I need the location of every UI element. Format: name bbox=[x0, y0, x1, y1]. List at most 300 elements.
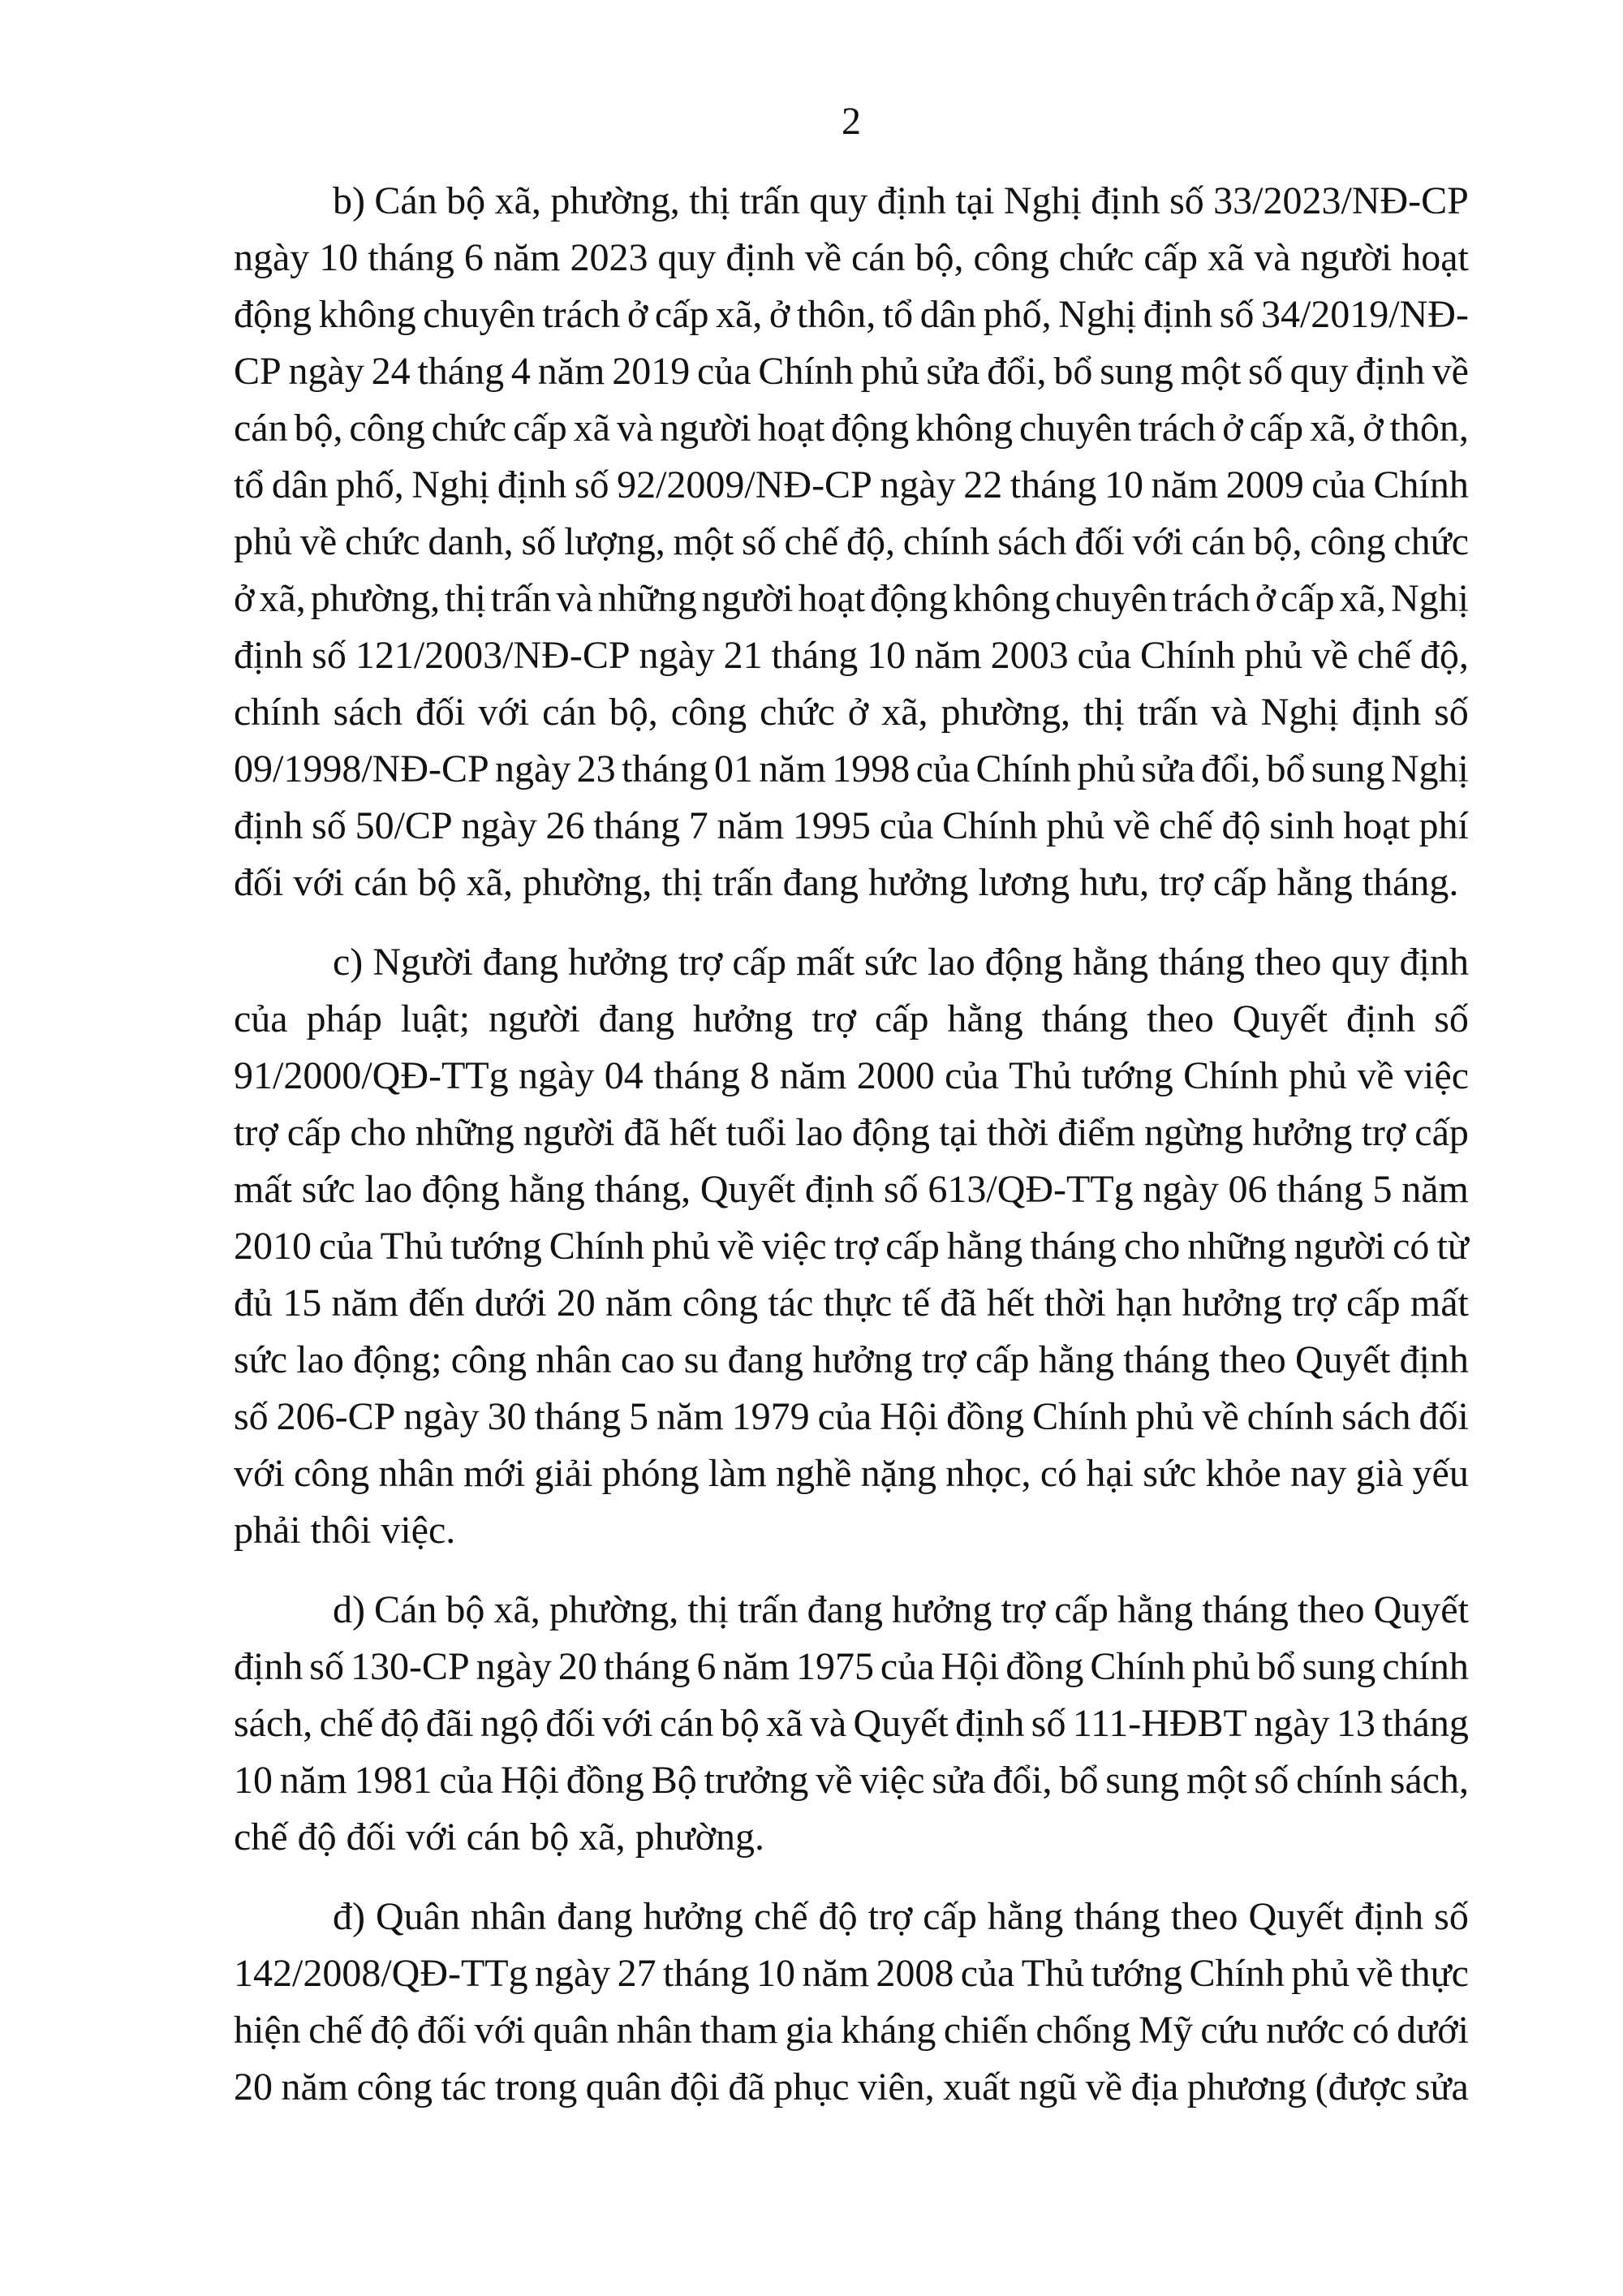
word: 6 bbox=[463, 236, 484, 279]
word: về bbox=[816, 1759, 853, 1802]
word: 130-CP bbox=[350, 1645, 470, 1688]
word: cán bbox=[234, 407, 288, 450]
word: số bbox=[1434, 1895, 1469, 1938]
word: bổ bbox=[1256, 1645, 1296, 1688]
word: tham bbox=[700, 2009, 778, 2052]
word: định bbox=[725, 236, 795, 279]
word: phủ bbox=[1291, 1952, 1350, 1995]
word: phóng bbox=[601, 1452, 700, 1495]
word: năm bbox=[779, 1054, 847, 1097]
word: Thủ bbox=[1009, 1054, 1072, 1097]
word: 24 bbox=[371, 350, 411, 393]
word: Quyết bbox=[1295, 1338, 1391, 1381]
word: sung bbox=[1302, 1645, 1376, 1688]
word: tháng bbox=[534, 1395, 622, 1438]
word: sách, bbox=[234, 1702, 313, 1745]
word: độ bbox=[1221, 804, 1261, 847]
word: xã, bbox=[881, 691, 928, 734]
word: trợ bbox=[1001, 1588, 1046, 1631]
word: hưởng bbox=[892, 1588, 992, 1631]
word: cán bbox=[659, 1702, 714, 1745]
word: số bbox=[574, 463, 609, 506]
word: sách bbox=[997, 520, 1067, 563]
word: không bbox=[915, 407, 1014, 450]
word: công bbox=[349, 407, 425, 450]
word: lao bbox=[296, 1338, 344, 1381]
word: số bbox=[1434, 997, 1469, 1040]
word: tháng bbox=[1030, 1225, 1117, 1268]
word: hết bbox=[986, 1282, 1035, 1325]
word: trợ bbox=[678, 941, 723, 984]
word: 2023 bbox=[570, 236, 648, 279]
word: về bbox=[804, 236, 842, 279]
word: hằng bbox=[946, 1225, 1023, 1268]
paragraph-dd bbox=[234, 1889, 1469, 2116]
word: động bbox=[421, 1168, 500, 1211]
word: 111-HĐBT bbox=[1072, 1702, 1247, 1745]
word: 8 bbox=[750, 1054, 770, 1097]
word: bộ, bbox=[294, 407, 343, 450]
word: định bbox=[1345, 997, 1416, 1040]
word: Nghị bbox=[1058, 293, 1137, 336]
word: và bbox=[809, 1702, 847, 1745]
word: yếu bbox=[1412, 1452, 1469, 1495]
word: độ, bbox=[846, 520, 895, 563]
word: độ bbox=[370, 2009, 410, 2052]
word: Quyết bbox=[1373, 1588, 1469, 1631]
word: sách bbox=[333, 691, 403, 734]
word: tháng bbox=[1202, 1588, 1289, 1631]
word: cho bbox=[1123, 1225, 1181, 1268]
text-line bbox=[234, 627, 1469, 684]
word: bổ bbox=[1059, 1759, 1099, 1802]
word: trưởng bbox=[704, 1759, 809, 1802]
word: xã bbox=[573, 407, 610, 450]
word: tháng bbox=[593, 804, 680, 847]
word: năm bbox=[279, 1759, 347, 1802]
word: cứu bbox=[1200, 2009, 1259, 2052]
word: hại bbox=[1086, 1452, 1134, 1495]
word: ngày bbox=[234, 236, 310, 279]
word: cấp bbox=[975, 1338, 1030, 1381]
word: động bbox=[831, 407, 910, 450]
word: sửa bbox=[1141, 747, 1195, 790]
word: hằng bbox=[987, 1895, 1064, 1938]
word: động bbox=[984, 941, 1063, 984]
word: công bbox=[682, 1282, 759, 1325]
word: luật; bbox=[400, 997, 471, 1040]
text-line: chế độ đối với cán bộ xã, phường. bbox=[234, 1816, 764, 1859]
word: ở bbox=[1363, 407, 1384, 450]
word: 34/2019/NĐ- bbox=[1260, 293, 1469, 336]
word: ngày bbox=[519, 1054, 595, 1097]
word: đang bbox=[557, 1895, 633, 1938]
word: đủ bbox=[234, 1282, 273, 1325]
text-line bbox=[234, 1445, 1469, 1502]
word: phủ bbox=[1288, 1054, 1347, 1097]
word: có bbox=[1393, 1225, 1430, 1268]
word: số bbox=[312, 634, 347, 677]
word: phố, bbox=[983, 293, 1052, 336]
word: tháng bbox=[603, 1645, 691, 1688]
word: trợ bbox=[812, 997, 856, 1040]
word: trợ bbox=[1361, 1111, 1406, 1154]
word: chính bbox=[1382, 1645, 1469, 1688]
text-line bbox=[234, 1389, 1469, 1445]
word: viên, bbox=[858, 2066, 935, 2109]
word: phủ bbox=[860, 350, 919, 393]
word: hết bbox=[669, 1111, 717, 1154]
text-line bbox=[234, 1889, 1469, 1945]
word: bổ bbox=[1266, 747, 1306, 790]
word: năm bbox=[331, 1282, 399, 1325]
word: hưởng bbox=[692, 997, 794, 1040]
word: tổ bbox=[882, 293, 914, 336]
word: đồng bbox=[946, 1395, 1025, 1438]
word: định bbox=[876, 179, 947, 222]
word: bổ bbox=[1053, 350, 1093, 393]
word: phường, bbox=[941, 691, 1070, 734]
text-line bbox=[234, 571, 1469, 627]
word: đối bbox=[1419, 1395, 1469, 1438]
word: trợ bbox=[867, 1895, 913, 1938]
text-line bbox=[234, 400, 1469, 457]
word: số bbox=[1434, 691, 1469, 734]
word: 1998 bbox=[832, 747, 911, 790]
text-line bbox=[234, 286, 1469, 343]
word: trấn bbox=[739, 179, 800, 222]
word: định bbox=[1355, 350, 1425, 393]
word: ngày bbox=[534, 1952, 611, 1995]
word: nhân bbox=[378, 1452, 454, 1495]
word: và bbox=[616, 407, 654, 450]
text-line bbox=[234, 457, 1469, 514]
word: và bbox=[556, 577, 593, 620]
word: về bbox=[299, 520, 338, 563]
word: 2008 bbox=[876, 1952, 954, 1995]
word: thực bbox=[1400, 1952, 1469, 1995]
word: tháng bbox=[653, 1054, 740, 1097]
word: sức bbox=[1143, 1452, 1197, 1495]
word: su bbox=[683, 1338, 719, 1381]
word: Chính bbox=[1189, 1952, 1285, 1995]
word: cấp bbox=[654, 293, 709, 336]
word: trợ bbox=[921, 1338, 966, 1381]
word: Quân bbox=[375, 1895, 460, 1938]
word: cán bbox=[1191, 520, 1246, 563]
word: của bbox=[960, 1952, 1015, 1995]
word: thực bbox=[823, 1282, 893, 1325]
text-line bbox=[234, 1048, 1469, 1105]
word: về bbox=[717, 1225, 755, 1268]
word: bộ bbox=[446, 1588, 485, 1631]
word: phủ bbox=[1191, 1645, 1251, 1688]
word: công bbox=[670, 691, 747, 734]
word: quy bbox=[657, 236, 717, 279]
word: sửa bbox=[1414, 2066, 1469, 2109]
word: theo bbox=[1170, 1895, 1238, 1938]
word: hoạt bbox=[798, 577, 866, 620]
word: một bbox=[1180, 350, 1242, 393]
word: quân bbox=[532, 2009, 609, 2052]
word: độ bbox=[380, 1702, 420, 1745]
word: định bbox=[1399, 1338, 1469, 1381]
word: cấp bbox=[1281, 577, 1335, 620]
word: định bbox=[234, 634, 304, 677]
word: 5 bbox=[1372, 1168, 1393, 1211]
word: chức bbox=[1393, 520, 1469, 563]
word: 01 bbox=[713, 747, 753, 790]
word: định bbox=[234, 804, 304, 847]
word: năm bbox=[537, 350, 605, 393]
word: tế bbox=[902, 1282, 931, 1325]
word: ngũ bbox=[1018, 2066, 1078, 2109]
word: thời bbox=[1044, 1282, 1106, 1325]
word: mất bbox=[796, 941, 855, 984]
word: mất bbox=[234, 1168, 292, 1211]
text-line: phải thôi việc. bbox=[234, 1509, 456, 1552]
word: sinh bbox=[1269, 804, 1335, 847]
word: 10 bbox=[319, 236, 359, 279]
word: cấp bbox=[286, 1111, 342, 1154]
word: và bbox=[1211, 691, 1248, 734]
word: tháng bbox=[1123, 1338, 1210, 1381]
word: 1979 bbox=[731, 1395, 810, 1438]
word: trách bbox=[542, 293, 621, 336]
word: số bbox=[1169, 179, 1204, 222]
word: 2003 bbox=[990, 634, 1069, 677]
word: hoạt bbox=[757, 407, 825, 450]
word: một bbox=[673, 520, 734, 563]
word: 09/1998/NĐ-CP bbox=[234, 747, 489, 790]
word: theo bbox=[1297, 1588, 1365, 1631]
text-line bbox=[234, 934, 1469, 991]
word: Chính bbox=[1090, 1645, 1186, 1688]
word: 6 bbox=[696, 1645, 717, 1688]
word: năm bbox=[1151, 463, 1219, 506]
word: về bbox=[1356, 1952, 1393, 1995]
word: ngộ bbox=[480, 1702, 539, 1745]
word: chuyên bbox=[1055, 577, 1168, 620]
text-line bbox=[234, 1582, 1469, 1639]
word: số bbox=[1219, 293, 1255, 336]
word: già bbox=[1355, 1452, 1404, 1495]
word: ngừng bbox=[1144, 1111, 1244, 1154]
word: cấp bbox=[874, 997, 929, 1040]
word: 20 bbox=[234, 2066, 273, 2109]
word: 06 bbox=[1228, 1168, 1268, 1211]
word: phố, bbox=[335, 463, 404, 506]
word: những bbox=[1187, 1225, 1287, 1268]
text-line bbox=[234, 798, 1469, 855]
word: bộ, bbox=[1253, 520, 1302, 563]
word: sức bbox=[864, 941, 919, 984]
word: phường, bbox=[550, 179, 680, 222]
text-line bbox=[234, 173, 1469, 230]
word: năm bbox=[759, 747, 826, 790]
word: quy bbox=[1331, 941, 1390, 984]
word: lao bbox=[928, 941, 975, 984]
word: chức bbox=[1058, 236, 1134, 279]
word: giải bbox=[534, 1452, 593, 1495]
word: tướng bbox=[1081, 1054, 1173, 1097]
word: hằng bbox=[1038, 1338, 1114, 1381]
word: bộ bbox=[720, 1702, 760, 1745]
word: 1995 bbox=[792, 804, 871, 847]
word: của bbox=[879, 804, 934, 847]
word: ở bbox=[847, 691, 869, 734]
word: tuổi bbox=[725, 1111, 787, 1154]
word: 10 bbox=[1104, 463, 1143, 506]
word: nhọc, bbox=[945, 1452, 1031, 1495]
word: có bbox=[1040, 1452, 1078, 1495]
word: những bbox=[415, 1111, 514, 1154]
word: tướng bbox=[450, 1225, 542, 1268]
word: năm bbox=[605, 1282, 673, 1325]
text-line bbox=[234, 1105, 1469, 1161]
word: tháng bbox=[1276, 1168, 1363, 1211]
text-line bbox=[234, 1275, 1469, 1332]
word: của bbox=[319, 1225, 373, 1268]
word: 10 bbox=[756, 1952, 796, 1995]
word: về bbox=[1431, 350, 1469, 393]
word: chống bbox=[1035, 2009, 1131, 2052]
word: phủ bbox=[1135, 1395, 1195, 1438]
word: 22 bbox=[963, 463, 1003, 506]
word: người bbox=[701, 577, 794, 620]
word: định bbox=[1143, 293, 1213, 336]
word: chiến bbox=[943, 2009, 1028, 2052]
word: định bbox=[1399, 941, 1469, 984]
text-line bbox=[234, 1945, 1469, 2002]
word: sung bbox=[1105, 1759, 1180, 1802]
word: thôn, bbox=[1389, 407, 1469, 450]
word: 50/CP bbox=[355, 804, 453, 847]
word: năm bbox=[657, 1395, 724, 1438]
text-line bbox=[234, 741, 1469, 798]
word: đồng bbox=[566, 1759, 644, 1802]
text-line bbox=[234, 343, 1469, 400]
word: Chính bbox=[942, 804, 1038, 847]
word: d) bbox=[333, 1588, 365, 1631]
word: lao bbox=[364, 1168, 413, 1211]
word: những bbox=[597, 577, 697, 620]
word: từ bbox=[1436, 1225, 1469, 1268]
word: ngày bbox=[1254, 1702, 1330, 1745]
word: danh, bbox=[428, 520, 514, 563]
word: Quyết bbox=[1248, 1895, 1344, 1938]
content bbox=[234, 173, 1469, 2116]
word: dưới bbox=[474, 1282, 547, 1325]
text-line bbox=[234, 2059, 1469, 2116]
text-line bbox=[234, 514, 1469, 571]
word: định bbox=[1354, 1895, 1424, 1938]
word: việc bbox=[1404, 1054, 1469, 1097]
word: công bbox=[293, 1452, 370, 1495]
word: năm bbox=[802, 1952, 870, 1995]
word: của bbox=[1311, 463, 1366, 506]
word: định bbox=[234, 1645, 304, 1688]
word: b) bbox=[333, 179, 365, 222]
word: 04 bbox=[604, 1054, 644, 1097]
word: về bbox=[1113, 804, 1151, 847]
word: số bbox=[234, 1395, 269, 1438]
word: chính bbox=[1296, 1759, 1383, 1802]
word: đã bbox=[940, 1282, 977, 1325]
word: chính bbox=[1246, 1395, 1334, 1438]
word: hoạt bbox=[1401, 236, 1469, 279]
word: đối bbox=[415, 691, 466, 734]
word: hưởng bbox=[812, 1338, 913, 1381]
word: tháng bbox=[368, 236, 454, 279]
word: tháng bbox=[1382, 1702, 1469, 1745]
word: phủ bbox=[652, 1225, 711, 1268]
word: tháng bbox=[1158, 941, 1245, 984]
word: Nghị bbox=[411, 463, 490, 506]
word: Nghị bbox=[1260, 691, 1339, 734]
word: ngày bbox=[639, 634, 715, 677]
word: tháng bbox=[1010, 463, 1097, 506]
word: Quyết bbox=[700, 1168, 796, 1211]
word: tháng, bbox=[594, 1168, 691, 1211]
word: chế bbox=[308, 2009, 363, 2052]
word: cán bbox=[850, 236, 906, 279]
word: động; bbox=[353, 1338, 442, 1381]
word: phủ bbox=[1077, 747, 1136, 790]
word: sách, bbox=[1389, 1759, 1469, 1802]
word: 7 bbox=[688, 804, 708, 847]
word: năm bbox=[717, 804, 785, 847]
word: 2010 bbox=[234, 1225, 312, 1268]
word: cấp bbox=[885, 1225, 940, 1268]
word: đ) bbox=[333, 1895, 365, 1938]
word: tại bbox=[938, 1111, 978, 1154]
word: thị bbox=[1083, 691, 1125, 734]
word: trấn bbox=[1137, 691, 1199, 734]
word: năm bbox=[915, 634, 982, 677]
word: xã bbox=[766, 1702, 803, 1745]
word: chế bbox=[753, 1895, 808, 1938]
word: 613/QĐ-TTg bbox=[928, 1168, 1134, 1211]
word: đang bbox=[727, 1338, 803, 1381]
word: định bbox=[955, 1702, 1025, 1745]
word: nhân bbox=[616, 2009, 692, 2052]
paragraph-c bbox=[234, 934, 1469, 1559]
word: số bbox=[312, 804, 347, 847]
word: hằng bbox=[509, 1168, 585, 1211]
word: Chính bbox=[1140, 634, 1236, 677]
word: thị bbox=[689, 179, 730, 222]
word: quy bbox=[1289, 350, 1349, 393]
word: phủ bbox=[1046, 804, 1105, 847]
word: dân bbox=[919, 293, 977, 336]
word: kháng bbox=[841, 2009, 936, 2052]
word: sửa bbox=[926, 350, 980, 393]
word: chức bbox=[344, 520, 420, 563]
word: cấp bbox=[732, 941, 786, 984]
word: cấp bbox=[1143, 236, 1198, 279]
word: với bbox=[478, 691, 530, 734]
word: đã bbox=[623, 1111, 661, 1154]
paragraph-b bbox=[234, 173, 1469, 911]
word: ngày bbox=[476, 1645, 552, 1688]
word: sức bbox=[234, 1338, 287, 1381]
word: và bbox=[1254, 236, 1291, 279]
word: trách bbox=[1172, 577, 1251, 620]
word: tác bbox=[768, 1282, 814, 1325]
word: việc bbox=[859, 1759, 925, 1802]
word: đang bbox=[807, 1588, 883, 1631]
